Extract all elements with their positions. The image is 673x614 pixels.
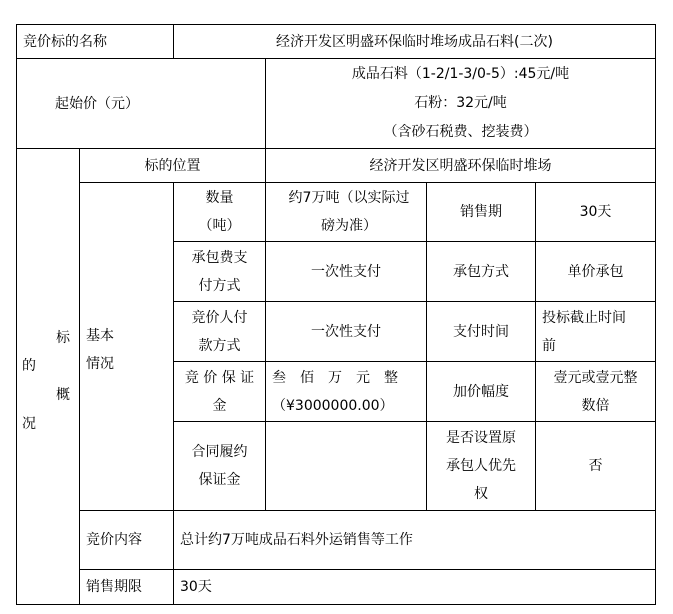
cell-line: 叁 佰 万 元 整 [272, 369, 398, 386]
cell-line: 金 [212, 397, 227, 414]
cell-line: 承包人优先 [446, 458, 516, 474]
overview-char: 标 [56, 330, 70, 346]
basic-row-v2-cell [535, 301, 656, 362]
overview-char: 况 [22, 416, 36, 432]
basic-row-k1-cell [173, 241, 266, 302]
cell-line: 加价幅度 [453, 383, 509, 400]
cell-line: 投标截止时间 [542, 309, 626, 326]
cell-line: 承包方式 [453, 263, 509, 280]
cell-line: 壹元或壹元整 [553, 369, 638, 386]
price-line: 成品石料（1-2/1-3/0-5）:45元/吨 [351, 66, 570, 82]
location-label-cell [79, 148, 266, 183]
overview-char: 概 [56, 387, 70, 403]
content-value-cell [173, 510, 656, 570]
location-label: 标的位置 [144, 157, 201, 174]
content-value: 总计约7万吨成品石料外运销售等工作 [180, 532, 413, 548]
cell-line: 是否设置原 [446, 430, 516, 446]
name-label-cell [16, 24, 174, 59]
basic-row-v1-cell [265, 182, 427, 242]
basic-row-k2-cell [426, 241, 536, 302]
price-value-cell [265, 58, 656, 149]
basic-row-v2-cell [535, 241, 656, 302]
basic-row-v1-cell [265, 241, 427, 302]
cell-line: 权 [474, 486, 488, 502]
cell-line: 支付时间 [453, 323, 509, 340]
basic-row-v2-cell [535, 361, 656, 422]
cell-line: 付方式 [198, 277, 241, 294]
content-label-cell [79, 510, 174, 570]
cell-line: 数量 [205, 190, 234, 206]
price-label: 起始价（元） [55, 95, 139, 112]
period-label: 销售期限 [86, 579, 142, 595]
cell-line: 承包费支 [191, 249, 248, 266]
basic-row-v2-cell [535, 182, 656, 242]
cell-line: 30天 [579, 204, 612, 220]
cell-line: 竞 价 保 证 [184, 369, 255, 386]
basic-row-k1-cell [173, 301, 266, 362]
basic-row-k1-cell [173, 421, 266, 511]
cell-line: 否 [588, 458, 603, 474]
basic-row-v2-cell [535, 421, 656, 511]
price-label-cell [16, 58, 266, 149]
name-value-cell [173, 24, 656, 59]
cell-line: （吨） [198, 218, 241, 234]
overview-char: 的 [22, 358, 36, 374]
cell-line: 一次性支付 [311, 323, 381, 340]
location-value: 经济开发区明盛环保临时堆场 [369, 157, 552, 174]
cell-line: （¥3000000.00） [272, 397, 394, 414]
basic-row-k2-cell [426, 361, 536, 422]
cell-line: 一次性支付 [311, 263, 381, 280]
period-value: 30天 [180, 579, 212, 595]
basic-label-cell [79, 182, 174, 511]
cell-line: 竞价人付 [191, 309, 248, 326]
name-value: 经济开发区明盛环保临时堆场成品石料(二次) [276, 33, 553, 50]
cell-line: 销售期 [460, 204, 502, 220]
basic-row-v1-cell [265, 361, 427, 422]
cell-line: 款方式 [198, 337, 241, 354]
basic-row-v1-cell [265, 301, 427, 362]
cell-line: 磅为准） [321, 218, 377, 234]
basic-row-k2-cell [426, 421, 536, 511]
cell-line: 数倍 [581, 397, 610, 414]
price-line: 石粉：32元/吨 [414, 95, 507, 111]
cell-line: 单价承包 [567, 263, 624, 280]
price-line: （含砂石税费、挖装费） [383, 124, 538, 140]
basic-label: 基本 [86, 327, 114, 344]
basic-label: 情况 [86, 355, 114, 372]
basic-row-k2-cell [426, 182, 536, 242]
cell-line: 保证金 [198, 472, 241, 488]
overview-label-cell [16, 148, 80, 605]
content-label: 竞价内容 [86, 532, 142, 548]
name-label: 竞价标的名称 [23, 33, 107, 50]
cell-line: 合同履约 [191, 444, 248, 460]
cell-line: 前 [542, 337, 556, 354]
basic-row-k1-cell [173, 182, 266, 242]
period-label-cell [79, 569, 174, 605]
basic-row-v1-cell [265, 421, 427, 511]
cell-line: 约7万吨（以实际过 [288, 190, 410, 206]
location-value-cell [265, 148, 656, 183]
basic-row-k2-cell [426, 301, 536, 362]
basic-row-k1-cell [173, 361, 266, 422]
period-value-cell [173, 569, 656, 605]
